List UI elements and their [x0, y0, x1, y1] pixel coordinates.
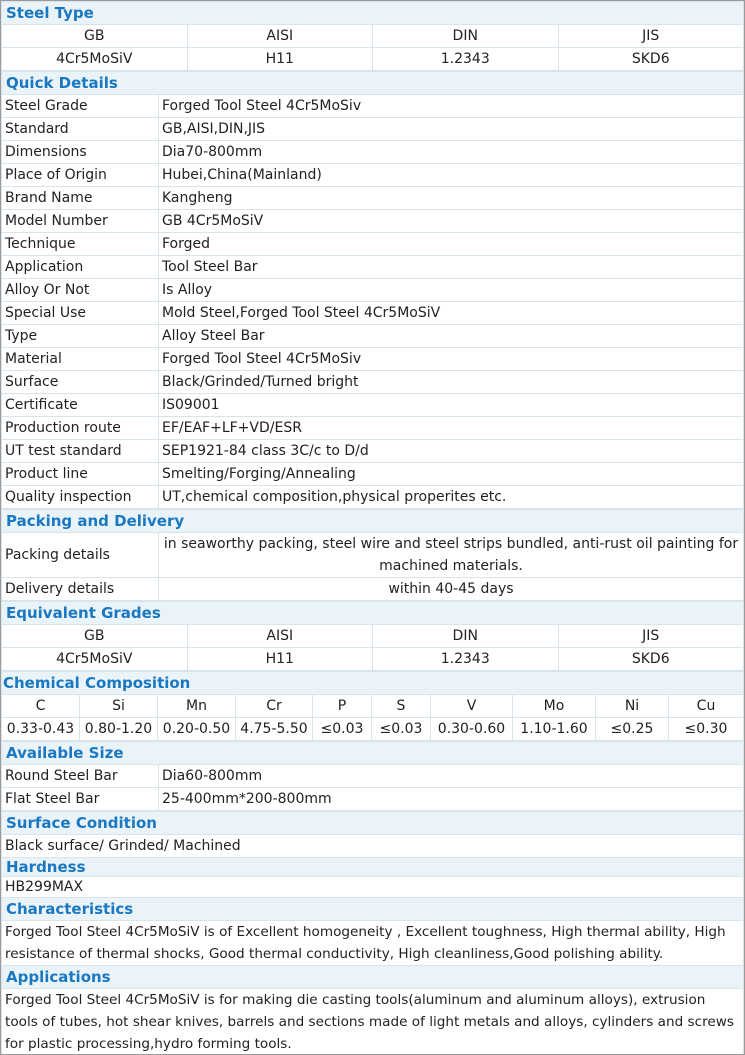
- section-title-hardness: Hardness: [2, 858, 744, 877]
- element-header: Si: [80, 695, 158, 718]
- size-value: Dia60-800mm: [159, 765, 744, 788]
- value-cell: SKD6: [558, 48, 744, 71]
- detail-value: Forged Tool Steel 4Cr5MoSiv: [159, 95, 744, 118]
- detail-label: Quality inspection: [2, 486, 159, 509]
- header-cell: JIS: [558, 625, 744, 648]
- element-value: ≤0.25: [596, 718, 669, 741]
- detail-value: Black/Grinded/Turned bright: [159, 371, 744, 394]
- header-cell: GB: [2, 625, 188, 648]
- element-header: V: [431, 695, 513, 718]
- packing-value: in seaworthy packing, steel wire and steel strips bundled, anti-rust oil painting for machined materials.: [159, 533, 744, 578]
- header-cell: JIS: [558, 25, 744, 48]
- detail-label: Type: [2, 325, 159, 348]
- steel-type-table: [1, 1, 744, 71]
- detail-label: Certificate: [2, 394, 159, 417]
- element-value: 0.30-0.60: [431, 718, 513, 741]
- detail-label: Alloy Or Not: [2, 279, 159, 302]
- section-title-characteristics: Characteristics: [2, 898, 744, 921]
- packing-label: Packing details: [2, 533, 159, 578]
- value-cell: 1.2343: [373, 48, 559, 71]
- detail-label: Place of Origin: [2, 164, 159, 187]
- detail-label: Surface: [2, 371, 159, 394]
- section-title-quick-details: Quick Details: [2, 72, 744, 95]
- available-size-table: [1, 741, 744, 811]
- detail-value: UT,chemical composition,physical properites etc.: [159, 486, 744, 509]
- chemical-composition-table: [1, 671, 744, 741]
- element-header: Cr: [236, 695, 313, 718]
- delivery-value: within 40-45 days: [159, 578, 744, 601]
- description-table: [1, 811, 744, 1055]
- value-cell: SKD6: [558, 648, 744, 671]
- element-header: S: [372, 695, 431, 718]
- detail-value: IS09001: [159, 394, 744, 417]
- detail-value: Alloy Steel Bar: [159, 325, 744, 348]
- detail-label: Technique: [2, 233, 159, 256]
- detail-value: Is Alloy: [159, 279, 744, 302]
- size-value: 25-400mm*200-800mm: [159, 788, 744, 811]
- detail-value: GB 4Cr5MoSiV: [159, 210, 744, 233]
- detail-label: Production route: [2, 417, 159, 440]
- detail-value: Smelting/Forging/Annealing: [159, 463, 744, 486]
- section-title-surface: Surface Condition: [2, 812, 744, 835]
- header-cell: GB: [2, 25, 188, 48]
- element-header: Cu: [669, 695, 744, 718]
- detail-value: Forged: [159, 233, 744, 256]
- detail-value: Forged Tool Steel 4Cr5MoSiv: [159, 348, 744, 371]
- value-cell: 4Cr5MoSiV: [2, 48, 188, 71]
- element-value: 4.75-5.50: [236, 718, 313, 741]
- applications-text: Forged Tool Steel 4Cr5MoSiV is for making die casting tools(aluminum and aluminum alloys), extrusion tools of tubes, hot shear knives, barrels and sections made of light metals and alloys, cylinders and screws for plastic processing,hydro forming tools.: [2, 989, 744, 1055]
- delivery-label: Delivery details: [2, 578, 159, 601]
- element-value: 0.20-0.50: [158, 718, 236, 741]
- detail-label: Model Number: [2, 210, 159, 233]
- size-label: Round Steel Bar: [2, 765, 159, 788]
- detail-label: UT test standard: [2, 440, 159, 463]
- element-value: 0.80-1.20: [80, 718, 158, 741]
- header-cell: AISI: [187, 625, 373, 648]
- detail-label: Application: [2, 256, 159, 279]
- equivalent-grades-table: [1, 601, 744, 671]
- detail-label: Brand Name: [2, 187, 159, 210]
- detail-label: Steel Grade: [2, 95, 159, 118]
- value-cell: H11: [187, 648, 373, 671]
- section-title-chemical: Chemical Composition: [2, 672, 744, 695]
- element-value: 1.10-1.60: [513, 718, 596, 741]
- element-value: ≤0.03: [313, 718, 372, 741]
- detail-label: Standard: [2, 118, 159, 141]
- section-title-steel-type: Steel Type: [2, 2, 744, 25]
- header-cell: DIN: [373, 625, 559, 648]
- detail-label: Material: [2, 348, 159, 371]
- header-cell: DIN: [373, 25, 559, 48]
- element-value: 0.33-0.43: [2, 718, 80, 741]
- characteristics-text: Forged Tool Steel 4Cr5MoSiV is of Excellent homogeneity , Excellent toughness, High thermal ability, High resistance of thermal shocks, Good thermal conductivity, High cleanliness,Good polishing ability.: [2, 921, 744, 966]
- element-header: Mn: [158, 695, 236, 718]
- element-header: C: [2, 695, 80, 718]
- header-cell: AISI: [187, 25, 373, 48]
- quick-details-table: [1, 71, 744, 509]
- detail-value: GB,AISI,DIN,JIS: [159, 118, 744, 141]
- section-title-available-size: Available Size: [2, 742, 744, 765]
- packing-delivery-table: [1, 509, 744, 601]
- detail-value: SEP1921-84 class 3C/c to D/d: [159, 440, 744, 463]
- element-value: ≤0.30: [669, 718, 744, 741]
- element-header: Ni: [596, 695, 669, 718]
- detail-value: Tool Steel Bar: [159, 256, 744, 279]
- value-cell: H11: [187, 48, 373, 71]
- surface-text: Black surface/ Grinded/ Machined: [2, 835, 744, 858]
- detail-value: Dia70-800mm: [159, 141, 744, 164]
- detail-value: Kangheng: [159, 187, 744, 210]
- element-value: ≤0.03: [372, 718, 431, 741]
- detail-value: Mold Steel,Forged Tool Steel 4Cr5MoSiV: [159, 302, 744, 325]
- value-cell: 1.2343: [373, 648, 559, 671]
- value-cell: 4Cr5MoSiV: [2, 648, 188, 671]
- section-title-applications: Applications: [2, 966, 744, 989]
- detail-label: Special Use: [2, 302, 159, 325]
- detail-label: Product line: [2, 463, 159, 486]
- size-label: Flat Steel Bar: [2, 788, 159, 811]
- detail-value: Hubei,China(Mainland): [159, 164, 744, 187]
- element-header: P: [313, 695, 372, 718]
- detail-label: Dimensions: [2, 141, 159, 164]
- hardness-text: HB299MAX: [2, 877, 744, 898]
- detail-value: EF/EAF+LF+VD/ESR: [159, 417, 744, 440]
- section-title-equivalent: Equivalent Grades: [2, 602, 744, 625]
- section-title-packing: Packing and Delivery: [2, 510, 744, 533]
- element-header: Mo: [513, 695, 596, 718]
